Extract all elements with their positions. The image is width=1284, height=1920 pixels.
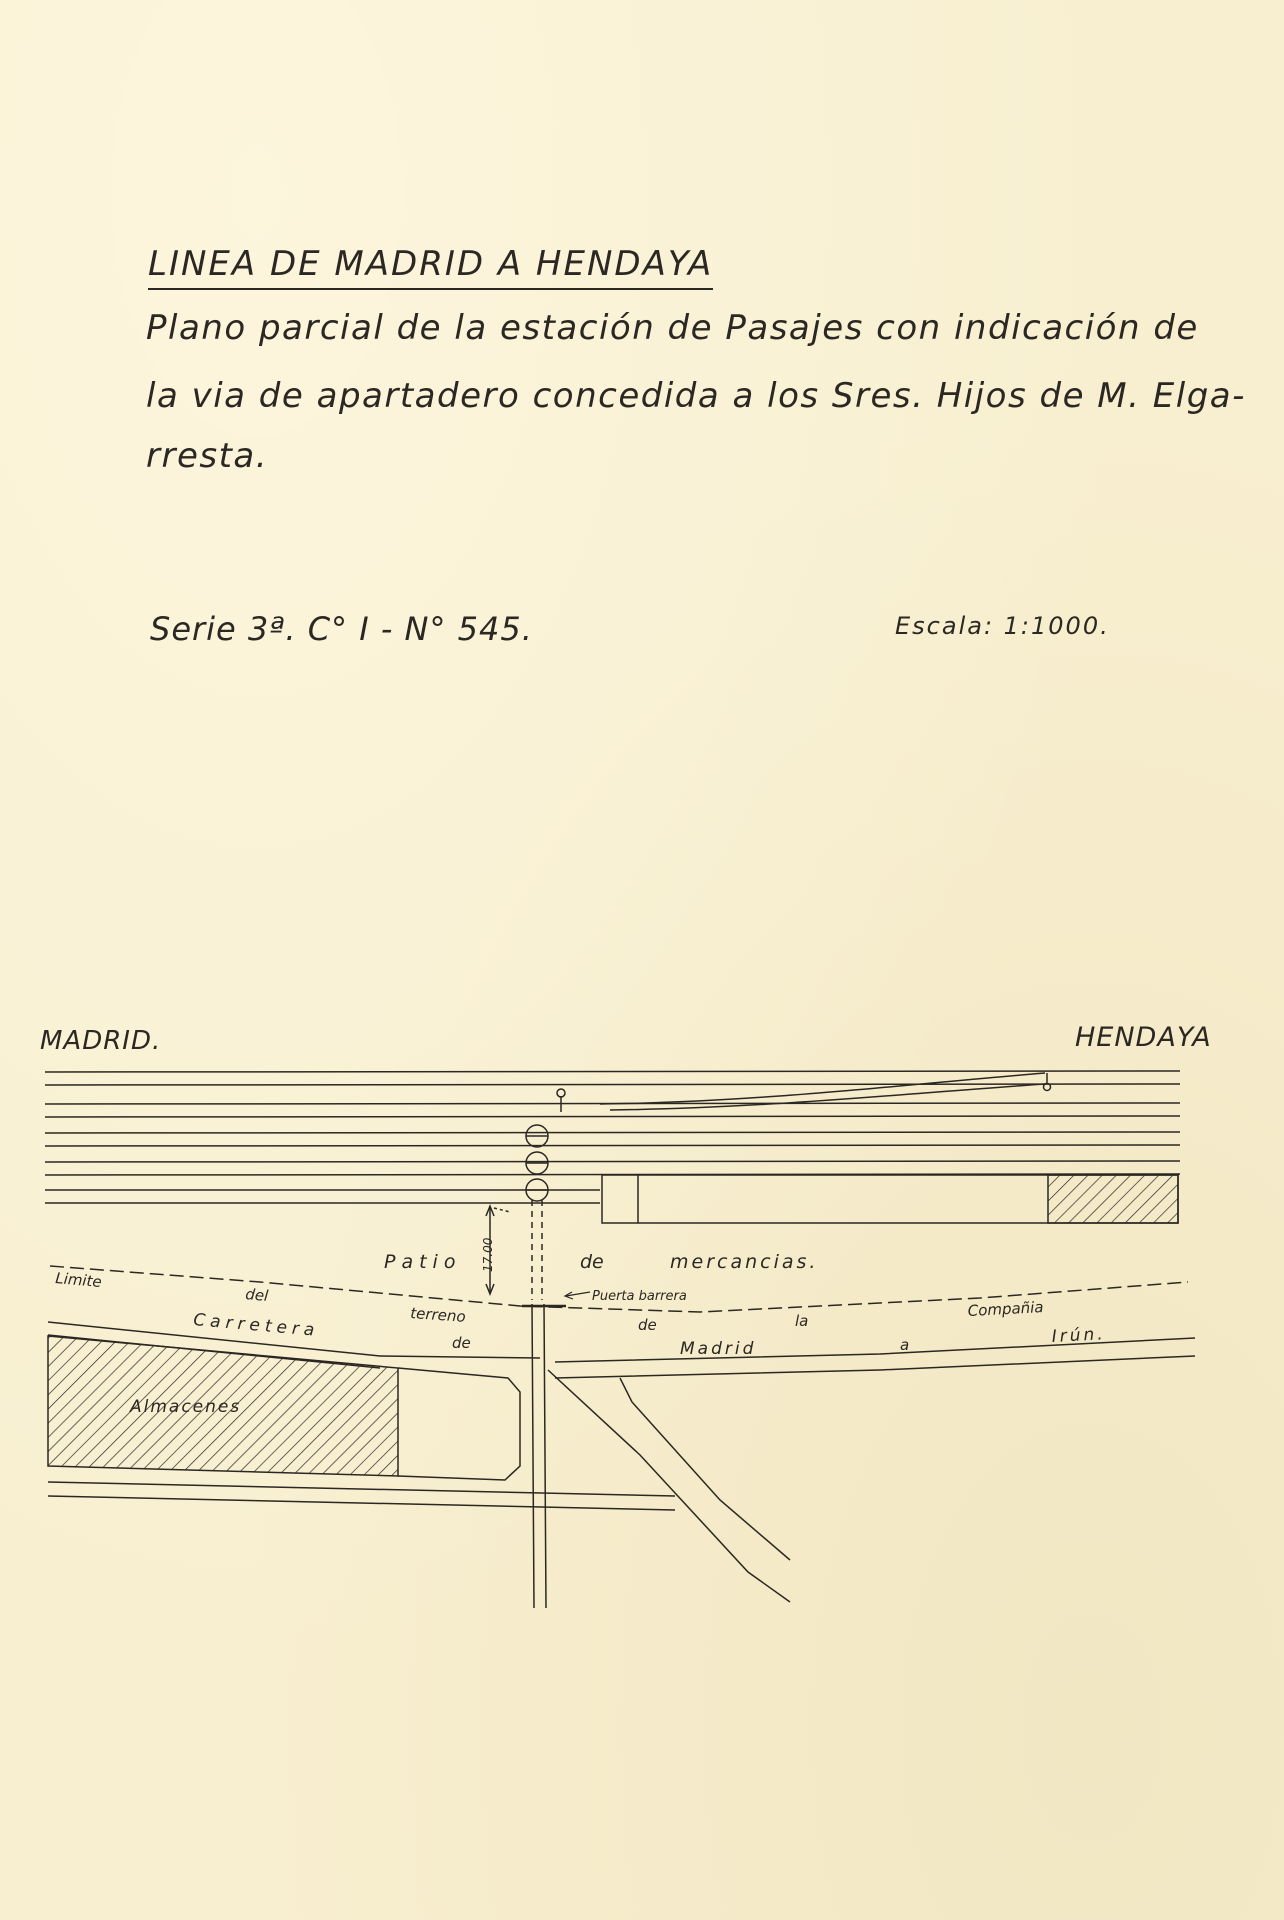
description-line-2: la via de apartadero concedida a los Sres. Hijos de M. Elga- <box>146 376 1246 416</box>
label-patio: Patio <box>384 1251 462 1273</box>
lower-road <box>48 1482 675 1496</box>
track-line <box>45 1132 1180 1133</box>
label-de-2: de <box>638 1316 657 1334</box>
siding-track <box>532 1304 534 1608</box>
direction-hendaya-label: HENDAYA <box>1075 1022 1212 1053</box>
track-line <box>45 1145 1180 1146</box>
diagonal-street <box>548 1370 790 1602</box>
lower-road <box>48 1496 675 1510</box>
description-line-1: Plano parcial de la estación de Pasajes con indicación de <box>146 308 1199 348</box>
scale-label: Escala: 1:1000. <box>895 612 1110 640</box>
direction-madrid-label: MADRID. <box>40 1026 162 1056</box>
track-line <box>45 1116 1180 1117</box>
signal-icon <box>557 1089 565 1097</box>
label-madrid: Madrid <box>680 1339 757 1359</box>
adjacent-building <box>398 1368 520 1480</box>
label-la: la <box>795 1312 809 1330</box>
label-terreno: terreno <box>409 1304 467 1326</box>
label-de-3: de <box>452 1334 471 1352</box>
document-title: LINEA DE MADRID A HENDAYA <box>148 244 713 290</box>
description-line-3: rresta. <box>146 436 269 476</box>
label-compania: Compañia <box>967 1298 1044 1320</box>
label-puerta-barrera: Puerta barrera <box>592 1289 687 1304</box>
siding-curve <box>610 1084 1045 1110</box>
track-line <box>45 1071 1180 1072</box>
label-dimension: 17.00 <box>481 1237 495 1272</box>
label-del: del <box>244 1285 270 1305</box>
siding-track <box>544 1304 546 1608</box>
track-line <box>45 1161 1180 1162</box>
label-carretera: Carretera <box>192 1310 321 1341</box>
hatched-building <box>1048 1175 1178 1223</box>
track-line <box>45 1084 1180 1085</box>
serie-reference: Serie 3ª. C° I - N° 545. <box>150 610 533 648</box>
diagonal-street <box>620 1378 790 1560</box>
label-almacenes: Almacenes <box>130 1397 242 1417</box>
label-a: a <box>900 1336 910 1354</box>
label-irun: Irún. <box>1051 1324 1107 1347</box>
label-mercancias: mercancias. <box>670 1251 819 1273</box>
label-limite: Limite <box>54 1269 103 1292</box>
label-de-1: de <box>580 1251 604 1273</box>
